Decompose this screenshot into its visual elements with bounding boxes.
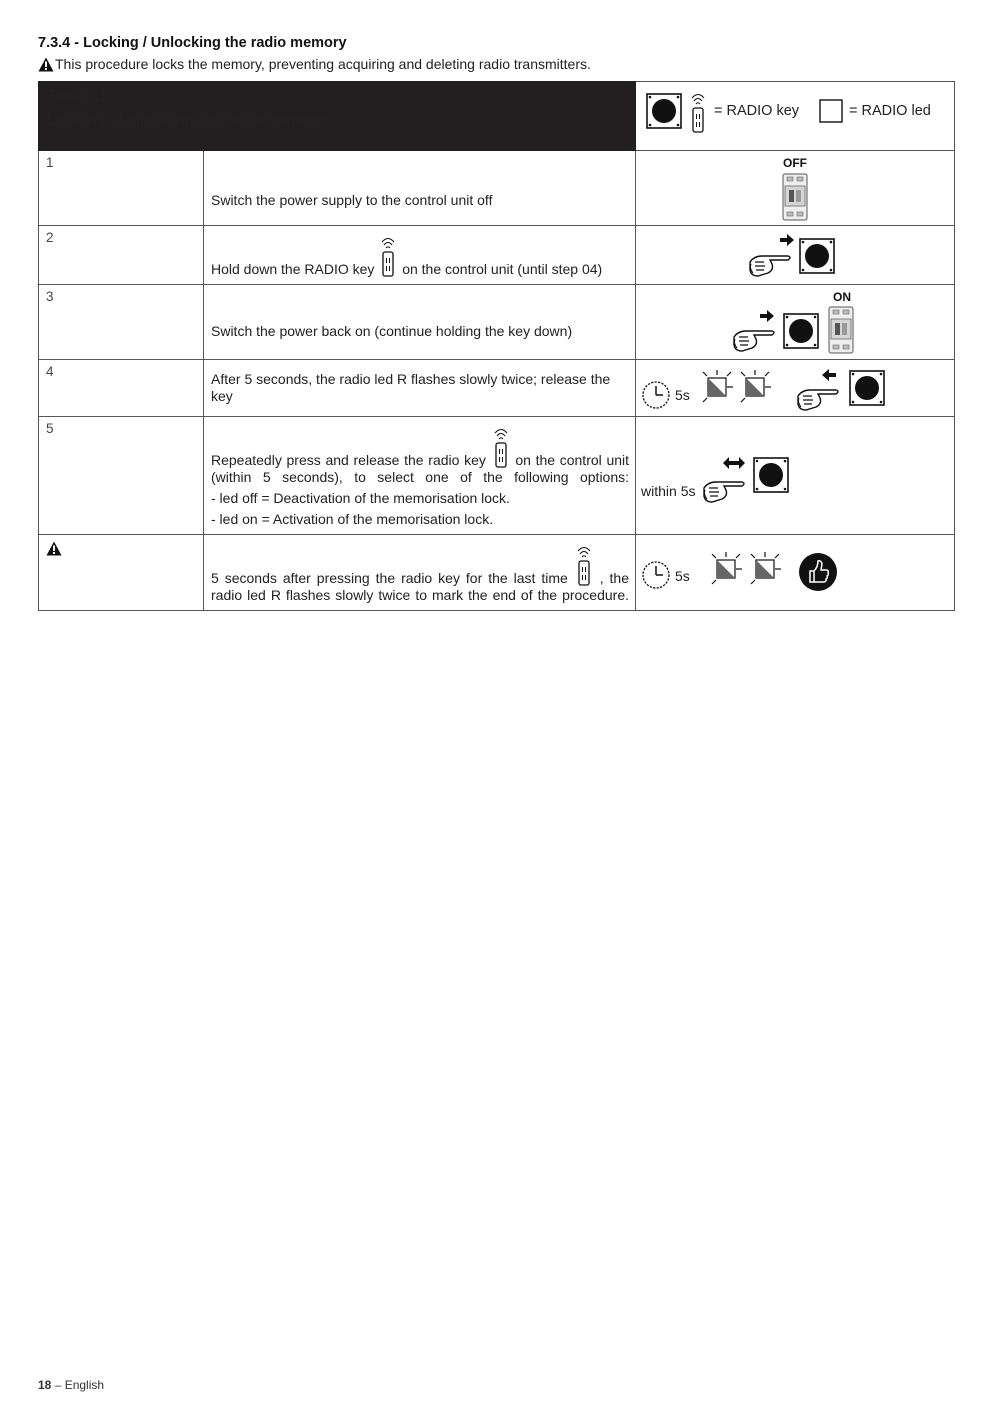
step-text-before: 5 seconds after pressing the radio key for the last time [211, 570, 568, 586]
table-row [39, 417, 955, 535]
hand-icon [732, 321, 778, 355]
step-description-cell [204, 151, 636, 226]
arrow-right-icon [759, 310, 775, 322]
radio-key-icon [799, 238, 835, 274]
step-illustration-cell [636, 535, 955, 611]
step-illustration-cell [636, 226, 955, 285]
clock-icon [641, 560, 671, 590]
option-led-on: - led on = Activation of the memorisation lock. [211, 511, 494, 527]
led-box-icon [819, 99, 843, 123]
step-number: 1 [46, 155, 54, 170]
step-number-cell [39, 417, 204, 535]
step-description-cell [204, 226, 636, 285]
step-number: 3 [46, 289, 54, 304]
hand-icon [748, 246, 794, 280]
radio-key-icon [849, 370, 885, 406]
remote-icon [574, 541, 594, 587]
step-description [211, 423, 629, 528]
led-flash-icon [738, 370, 772, 404]
step-number-cell [39, 360, 204, 417]
breaker-on-icon [826, 305, 856, 355]
step-number: 5 [46, 421, 54, 436]
table-row [39, 226, 955, 285]
table-row [39, 535, 955, 611]
arrow-right-icon [779, 234, 795, 246]
intro-text: This procedure locks the memory, preventing acquiring and deleting radio transmitters. [55, 56, 591, 72]
radio-key-icon [646, 93, 682, 129]
step-number-cell [39, 151, 204, 226]
table-row [39, 151, 955, 226]
option-led-off: - led off = Deactivation of the memorisation lock. [211, 490, 510, 506]
within-label: within 5s [641, 483, 696, 499]
breaker-off-icon [780, 172, 810, 222]
step-description: After 5 seconds, the radio led R flashes slowly twice; release the key [211, 371, 611, 404]
table-label: Table 11 [47, 88, 108, 105]
procedure-table [38, 81, 955, 611]
step-description-cell [204, 285, 636, 360]
led-flash-icon [700, 370, 734, 404]
radio-key-icon [753, 457, 789, 493]
table-row [39, 360, 955, 417]
page-number: 18 [38, 1378, 52, 1392]
step-description: Switch the power supply to the control unit off [211, 191, 493, 208]
timer-label: 5s [675, 387, 690, 403]
table-header-title-cell [39, 82, 636, 151]
step-description-cell [204, 360, 636, 417]
legend [636, 82, 954, 140]
step-number-cell [39, 285, 204, 360]
step-number-cell [39, 226, 204, 285]
radio-key-icon [783, 313, 819, 349]
warning-icon [38, 57, 54, 72]
step-description [211, 232, 629, 278]
step-first-line [211, 541, 629, 604]
step-description-cell [204, 417, 636, 535]
table-title: Locking / Unlocking the radio memory [47, 112, 329, 129]
off-label: OFF [783, 156, 808, 170]
step-description: Switch the power back on (continue holding the key down) [211, 322, 573, 339]
intro-line [38, 56, 591, 72]
step-illustration-cell [636, 285, 955, 360]
step-illustration-cell [636, 417, 955, 535]
arrow-left-right-icon [722, 457, 746, 469]
step-text-after: on the control unit (until step 04) [402, 261, 603, 277]
footer-language: English [64, 1378, 105, 1392]
table-legend-cell [636, 82, 955, 151]
timer-label: 5s [675, 568, 690, 584]
hand-icon [796, 380, 842, 414]
step-illustration-cell [636, 360, 955, 417]
footer-separator: – [51, 1378, 65, 1392]
step-text-before: Hold down the RADIO key [211, 261, 375, 277]
step-text-before: Repeatedly press and release the radio key [211, 452, 486, 468]
step-text-after: on the control unit (within 5 seconds), to select one of the following options: [211, 452, 630, 485]
remote-icon [688, 88, 708, 134]
step-illustration-cell [636, 151, 955, 226]
step-first-line [211, 423, 629, 486]
legend-radio-led-label: = RADIO led [849, 103, 931, 119]
step-description [211, 541, 629, 604]
step-text-after: , the radio led R flashes slowly twice to mark the end of the procedure. [211, 570, 630, 603]
table-row [39, 285, 955, 360]
clock-icon [641, 380, 671, 410]
step-number: 2 [46, 230, 54, 245]
table-header-row [39, 82, 955, 151]
led-flash-icon [748, 552, 782, 586]
page-footer [38, 1378, 104, 1392]
warning-icon [46, 541, 62, 556]
step-number: 4 [46, 364, 54, 379]
hand-icon [702, 472, 748, 506]
thumbs-up-icon [798, 552, 838, 592]
arrow-left-icon [821, 369, 837, 381]
step-number-cell [39, 535, 204, 611]
remote-icon [491, 423, 511, 469]
step-description-cell [204, 535, 636, 611]
on-label: ON [833, 290, 852, 304]
section-heading: 7.3.4 - Locking / Unlocking the radio memory [38, 35, 347, 51]
led-flash-icon [709, 552, 743, 586]
legend-radio-key-label: = RADIO key [714, 103, 800, 119]
remote-icon [378, 232, 398, 278]
